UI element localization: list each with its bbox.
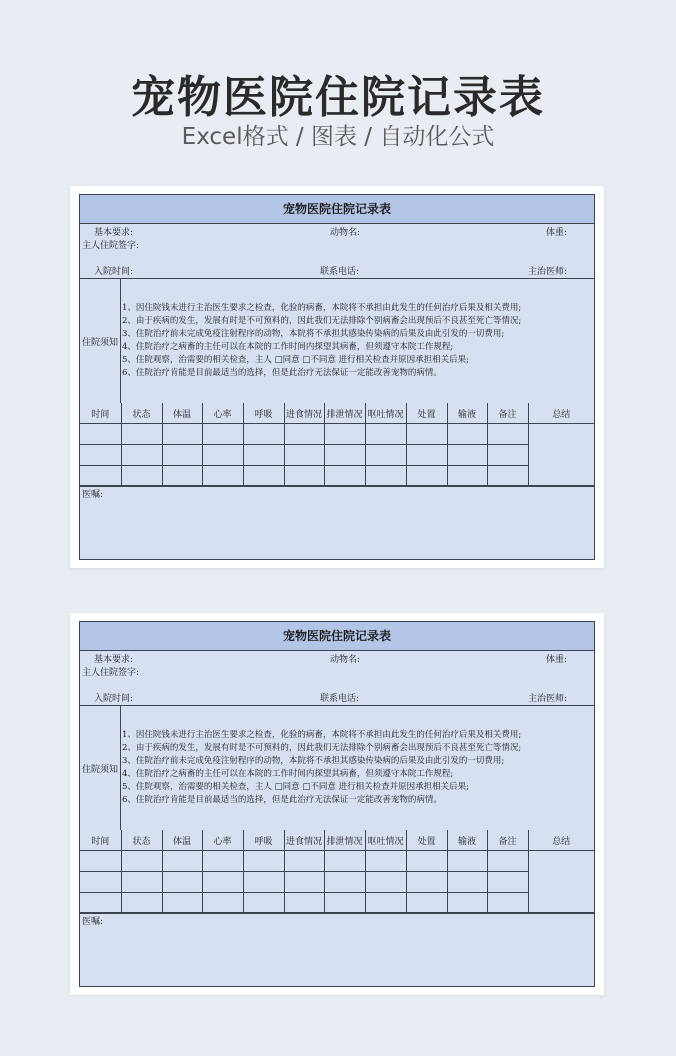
col-treatment: 处置 xyxy=(406,830,447,851)
table-header-row xyxy=(80,830,594,851)
col-time: 时间 xyxy=(80,830,121,851)
col-remarks: 备注 xyxy=(487,830,528,851)
notice-item: 2、由于疾病的发生，发展有时是不可预料的，因此我们无法排除个别病畜会出现预后不良甚至死亡等情况; xyxy=(122,316,522,326)
table-row xyxy=(80,445,594,466)
table-cell[interactable] xyxy=(406,445,447,466)
record-table xyxy=(80,830,594,914)
col-status: 状态 xyxy=(121,403,162,424)
notice-label: 住院须知 xyxy=(80,706,121,830)
col-summary: 总结 xyxy=(528,830,594,851)
table-cell[interactable] xyxy=(487,466,528,487)
notice-item: 4、住院治疗之病畜的主任可以在本院的工作时间内探望其病畜，但须遵守本院工作规程; xyxy=(122,769,454,779)
sheet-title: 宠物医院住院记录表 xyxy=(80,195,594,224)
col-eating: 进食情况 xyxy=(284,403,324,424)
table-cell[interactable] xyxy=(162,424,202,445)
record-sheet xyxy=(79,194,595,560)
notice-item: 5、住院观察，治需要的相关检查，主人 □同意 □不同意 进行相关检查并原因承担相关后果; xyxy=(122,782,469,792)
divider xyxy=(80,705,594,706)
table-cell[interactable] xyxy=(284,445,324,466)
table-cell[interactable] xyxy=(324,893,365,914)
col-respiration: 呼吸 xyxy=(243,403,284,424)
table-row xyxy=(80,851,594,872)
table-cell[interactable] xyxy=(406,466,447,487)
table-cell[interactable] xyxy=(447,424,487,445)
hero-subtitle: Excel格式 / 图表 / 自动化公式 xyxy=(181,124,495,150)
summary-cell[interactable] xyxy=(528,424,594,487)
table-cell[interactable] xyxy=(243,424,284,445)
phone-label: 联系电话: xyxy=(320,267,360,277)
table-cell[interactable] xyxy=(202,851,243,872)
table-cell[interactable] xyxy=(162,893,202,914)
table-row xyxy=(80,466,594,487)
table-cell[interactable] xyxy=(202,872,243,893)
notice-item: 2、由于疾病的发生，发展有时是不可预料的，因此我们无法排除个别病畜会出现预后不良甚至死亡等情况; xyxy=(122,743,522,753)
notice-label: 住院须知 xyxy=(80,279,121,403)
table-cell[interactable] xyxy=(162,466,202,487)
table-cell[interactable] xyxy=(121,872,162,893)
table-cell[interactable] xyxy=(284,872,324,893)
orders-label: 医嘱: xyxy=(82,490,104,500)
table-cell[interactable] xyxy=(487,851,528,872)
col-summary: 总结 xyxy=(528,403,594,424)
basic-label: 基本要求: xyxy=(94,228,134,238)
divider xyxy=(80,278,594,279)
notice-item: 1、因住院钱未进行主治医生要求之检查，化验的病畜，本院将不承担由此发生的任何治疗后果及相关费用; xyxy=(122,303,522,313)
table-cell[interactable] xyxy=(324,445,365,466)
table-cell[interactable] xyxy=(447,466,487,487)
table-cell[interactable] xyxy=(80,851,121,872)
record-card-2 xyxy=(70,613,604,995)
table-cell[interactable] xyxy=(447,851,487,872)
admit-time-label: 入院时间: xyxy=(94,694,134,704)
col-vomiting: 呕吐情况 xyxy=(365,403,406,424)
table-cell[interactable] xyxy=(324,466,365,487)
table-cell[interactable] xyxy=(365,445,406,466)
notice-item: 3、住院治疗前未完成免疫注射程序的动物，本院将不承担其感染传染病的后果及由此引发的一切费用; xyxy=(122,756,505,766)
table-cell[interactable] xyxy=(121,445,162,466)
col-excretion: 排泄情况 xyxy=(324,403,365,424)
table-cell[interactable] xyxy=(243,872,284,893)
notice-item: 3、住院治疗前未完成免疫注射程序的动物，本院将不承担其感染传染病的后果及由此引发的一切费用; xyxy=(122,329,505,339)
notice-item: 5、住院观察，治需要的相关检查，主人 □同意 □不同意 进行相关检查并原因承担相关后果; xyxy=(122,355,469,365)
table-cell[interactable] xyxy=(284,851,324,872)
col-vomiting: 呕吐情况 xyxy=(365,830,406,851)
table-cell[interactable] xyxy=(80,466,121,487)
table-cell[interactable] xyxy=(121,466,162,487)
table-row xyxy=(80,893,594,914)
col-status: 状态 xyxy=(121,830,162,851)
col-excretion: 排泄情况 xyxy=(324,830,365,851)
table-cell[interactable] xyxy=(162,851,202,872)
table-cell[interactable] xyxy=(365,424,406,445)
notice-list xyxy=(122,302,592,380)
table-cell[interactable] xyxy=(487,424,528,445)
table-cell[interactable] xyxy=(365,466,406,487)
table-cell[interactable] xyxy=(487,872,528,893)
table-cell[interactable] xyxy=(406,851,447,872)
phone-label: 联系电话: xyxy=(320,694,360,704)
table-cell[interactable] xyxy=(202,893,243,914)
pet-name-label: 动物名: xyxy=(330,655,361,665)
owner-sign-label: 主人住院签字: xyxy=(82,668,140,678)
table-cell[interactable] xyxy=(80,872,121,893)
table-row xyxy=(80,872,594,893)
doctor-label: 主治医师: xyxy=(528,267,568,277)
col-heart-rate: 心率 xyxy=(202,830,243,851)
notice-item: 1、因住院钱未进行主治医生要求之检查，化验的病畜，本院将不承担由此发生的任何治疗后果及相关费用; xyxy=(122,730,522,740)
table-cell[interactable] xyxy=(284,466,324,487)
col-infusion: 输液 xyxy=(447,403,487,424)
table-cell[interactable] xyxy=(487,445,528,466)
table-cell[interactable] xyxy=(202,466,243,487)
col-eating: 进食情况 xyxy=(284,830,324,851)
table-cell[interactable] xyxy=(365,851,406,872)
owner-sign-label: 主人住院签字: xyxy=(82,241,140,251)
table-cell[interactable] xyxy=(202,424,243,445)
table-cell[interactable] xyxy=(365,872,406,893)
table-cell[interactable] xyxy=(80,424,121,445)
pet-name-label: 动物名: xyxy=(330,228,361,238)
notice-item: 4、住院治疗之病畜的主任可以在本院的工作时间内探望其病畜，但须遵守本院工作规程; xyxy=(122,342,454,352)
admit-time-label: 入院时间: xyxy=(94,267,134,277)
table-cell[interactable] xyxy=(487,893,528,914)
notice-item: 6、住院治疗肯能是目前最适当的选择，但是此治疗无法保证一定能改善宠物的病情。 xyxy=(122,368,442,378)
table-cell[interactable] xyxy=(243,893,284,914)
sheet-title: 宠物医院住院记录表 xyxy=(80,622,594,651)
table-cell[interactable] xyxy=(406,872,447,893)
table-cell[interactable] xyxy=(80,893,121,914)
table-cell[interactable] xyxy=(80,445,121,466)
divider xyxy=(80,485,594,486)
table-cell[interactable] xyxy=(162,445,202,466)
table-cell[interactable] xyxy=(365,893,406,914)
table-cell[interactable] xyxy=(202,445,243,466)
col-respiration: 呼吸 xyxy=(243,830,284,851)
table-cell[interactable] xyxy=(162,872,202,893)
notice-list xyxy=(122,729,592,807)
orders-label: 医嘱: xyxy=(82,917,104,927)
col-infusion: 输液 xyxy=(447,830,487,851)
summary-cell[interactable] xyxy=(528,851,594,914)
table-cell[interactable] xyxy=(447,872,487,893)
table-cell[interactable] xyxy=(324,851,365,872)
col-treatment: 处置 xyxy=(406,403,447,424)
table-cell[interactable] xyxy=(447,445,487,466)
hero-title: 宠物医院住院记录表 xyxy=(131,72,545,123)
table-cell[interactable] xyxy=(406,893,447,914)
record-card-1 xyxy=(70,186,604,568)
record-sheet xyxy=(79,621,595,987)
table-cell[interactable] xyxy=(121,893,162,914)
table-cell[interactable] xyxy=(284,893,324,914)
notice-item: 6、住院治疗肯能是目前最适当的选择，但是此治疗无法保证一定能改善宠物的病情。 xyxy=(122,795,442,805)
col-temperature: 体温 xyxy=(162,403,202,424)
record-table xyxy=(80,403,594,487)
weight-label: 体重: xyxy=(546,655,568,665)
table-cell[interactable] xyxy=(447,893,487,914)
col-remarks: 备注 xyxy=(487,403,528,424)
table-cell[interactable] xyxy=(406,424,447,445)
table-cell[interactable] xyxy=(324,424,365,445)
col-heart-rate: 心率 xyxy=(202,403,243,424)
table-cell[interactable] xyxy=(284,424,324,445)
col-time: 时间 xyxy=(80,403,121,424)
table-cell[interactable] xyxy=(243,851,284,872)
table-header-row xyxy=(80,403,594,424)
table-cell[interactable] xyxy=(324,872,365,893)
table-cell[interactable] xyxy=(121,851,162,872)
divider xyxy=(80,912,594,913)
table-cell[interactable] xyxy=(243,445,284,466)
col-temperature: 体温 xyxy=(162,830,202,851)
table-cell[interactable] xyxy=(121,424,162,445)
table-cell[interactable] xyxy=(243,466,284,487)
weight-label: 体重: xyxy=(546,228,568,238)
doctor-label: 主治医师: xyxy=(528,694,568,704)
table-row xyxy=(80,424,594,445)
basic-label: 基本要求: xyxy=(94,655,134,665)
